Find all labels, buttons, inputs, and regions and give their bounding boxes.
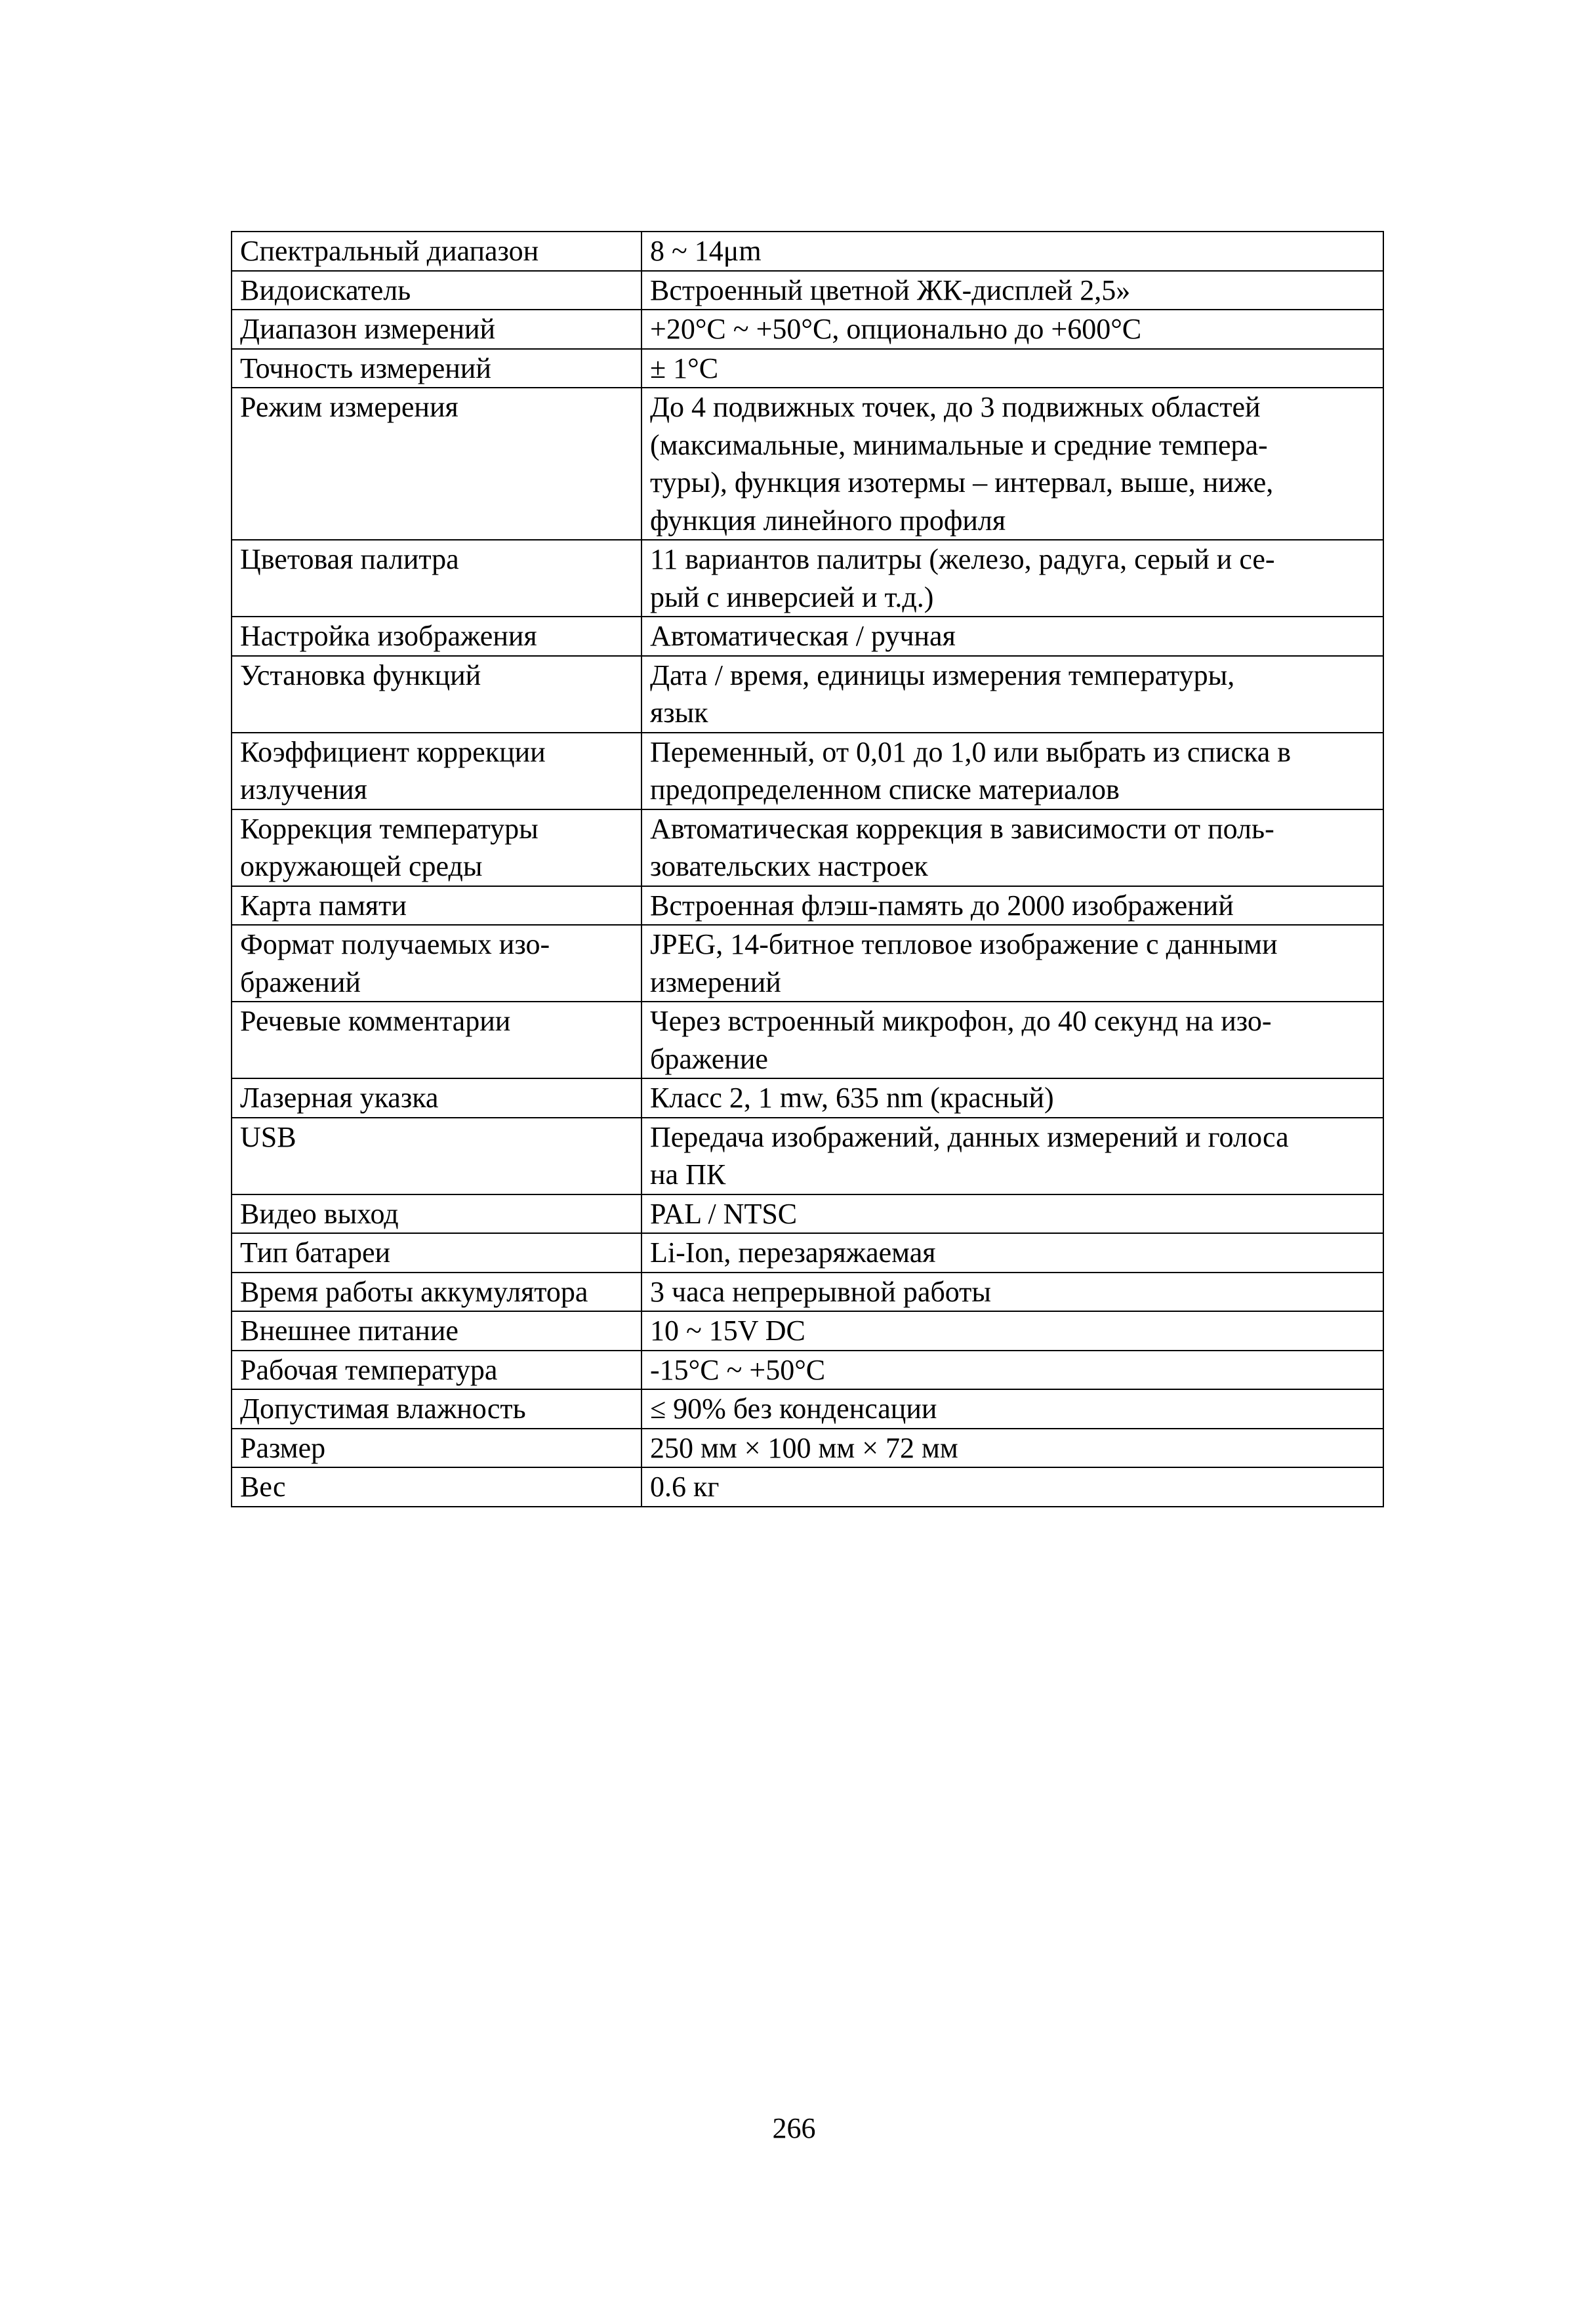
spec-value-cell: ± 1°C: [641, 349, 1383, 388]
spec-value-cell: До 4 подвижных точек, до 3 подвижных областей (максимальные, минимальные и средние темпера- туры), функция изотермы – интервал, выше, ниже, функция линейного профиля: [641, 388, 1383, 540]
spec-parameter-cell: Диапазон измерений: [232, 310, 641, 349]
table-row: [232, 540, 1383, 617]
spec-parameter-cell: Вес: [232, 1467, 641, 1507]
spec-parameter-cell: Установка функций: [232, 656, 641, 733]
spec-parameter-cell: Размер: [232, 1429, 641, 1468]
table-row: [232, 232, 1383, 271]
spec-parameter-cell: Видоискатель: [232, 271, 641, 310]
table-row: [232, 1351, 1383, 1390]
spec-parameter-cell: Формат получаемых изо- бражений: [232, 925, 641, 1002]
spec-value-cell: 0.6 кг: [641, 1467, 1383, 1507]
table-row: [232, 656, 1383, 733]
spec-parameter-cell: Время работы аккумулятора: [232, 1273, 641, 1312]
spec-value-cell: Класс 2, 1 mw, 635 nm (красный): [641, 1078, 1383, 1118]
spec-parameter-cell: Коэффициент коррекции излучения: [232, 733, 641, 809]
spec-parameter-cell: Речевые комментарии: [232, 1002, 641, 1078]
table-row: [232, 1429, 1383, 1468]
spec-parameter-cell: Видео выход: [232, 1194, 641, 1234]
spec-value-cell: ≤ 90% без конденсации: [641, 1389, 1383, 1429]
spec-parameter-cell: Тип батареи: [232, 1233, 641, 1273]
spec-parameter-cell: Спектральный диапазон: [232, 232, 641, 271]
spec-value-cell: Li-Ion, перезаряжаемая: [641, 1233, 1383, 1273]
table-row: [232, 1118, 1383, 1194]
table-row: [232, 925, 1383, 1002]
table-row: [232, 1078, 1383, 1118]
table-row: [232, 1233, 1383, 1273]
spec-value-cell: 8 ~ 14μm: [641, 232, 1383, 271]
table-row: [232, 886, 1383, 926]
table-row: [232, 271, 1383, 310]
spec-value-cell: Встроенная флэш-память до 2000 изображений: [641, 886, 1383, 926]
spec-value-cell: 250 мм × 100 мм × 72 мм: [641, 1429, 1383, 1468]
spec-value-cell: Автоматическая коррекция в зависимости от поль- зовательских настроек: [641, 809, 1383, 886]
spec-parameter-cell: Рабочая температура: [232, 1351, 641, 1390]
spec-value-cell: Встроенный цветной ЖК-дисплей 2,5»: [641, 271, 1383, 310]
specifications-table: [231, 231, 1384, 1507]
spec-value-cell: Переменный, от 0,01 до 1,0 или выбрать из списка в предопределенном списке материалов: [641, 733, 1383, 809]
spec-value-cell: Дата / время, единицы измерения температуры, язык: [641, 656, 1383, 733]
table-row: [232, 310, 1383, 349]
table-row: [232, 809, 1383, 886]
table-row: [232, 1194, 1383, 1234]
spec-value-cell: +20°C ~ +50°C, опционально до +600°C: [641, 310, 1383, 349]
table-row: [232, 349, 1383, 388]
spec-parameter-cell: Точность измерений: [232, 349, 641, 388]
spec-parameter-cell: Настройка изображения: [232, 617, 641, 656]
table-row: [232, 617, 1383, 656]
spec-value-cell: 10 ~ 15V DC: [641, 1311, 1383, 1351]
table-row: [232, 1311, 1383, 1351]
table-row: [232, 1389, 1383, 1429]
page-number: 266: [772, 2112, 816, 2144]
spec-value-cell: Автоматическая / ручная: [641, 617, 1383, 656]
spec-value-cell: Через встроенный микрофон, до 40 секунд на изо- бражение: [641, 1002, 1383, 1078]
spec-parameter-cell: Лазерная указка: [232, 1078, 641, 1118]
spec-value-cell: Передача изображений, данных измерений и голоса на ПК: [641, 1118, 1383, 1194]
spec-parameter-cell: Цветовая палитра: [232, 540, 641, 617]
table-row: [232, 1273, 1383, 1312]
spec-parameter-cell: USB: [232, 1118, 641, 1194]
spec-value-cell: PAL / NTSC: [641, 1194, 1383, 1234]
spec-value-cell: 3 часа непрерывной работы: [641, 1273, 1383, 1312]
table-row: [232, 1467, 1383, 1507]
spec-parameter-cell: Допустимая влажность: [232, 1389, 641, 1429]
table-row: [232, 733, 1383, 809]
table-row: [232, 1002, 1383, 1078]
spec-parameter-cell: Внешнее питание: [232, 1311, 641, 1351]
table-row: [232, 388, 1383, 540]
spec-value-cell: JPEG, 14-битное тепловое изображение с данными измерений: [641, 925, 1383, 1002]
spec-parameter-cell: Карта памяти: [232, 886, 641, 926]
spec-value-cell: -15°C ~ +50°C: [641, 1351, 1383, 1390]
spec-parameter-cell: Коррекция температуры окружающей среды: [232, 809, 641, 886]
spec-parameter-cell: Режим измерения: [232, 388, 641, 540]
spec-value-cell: 11 вариантов палитры (железо, радуга, серый и се- рый с инверсией и т.д.): [641, 540, 1383, 617]
